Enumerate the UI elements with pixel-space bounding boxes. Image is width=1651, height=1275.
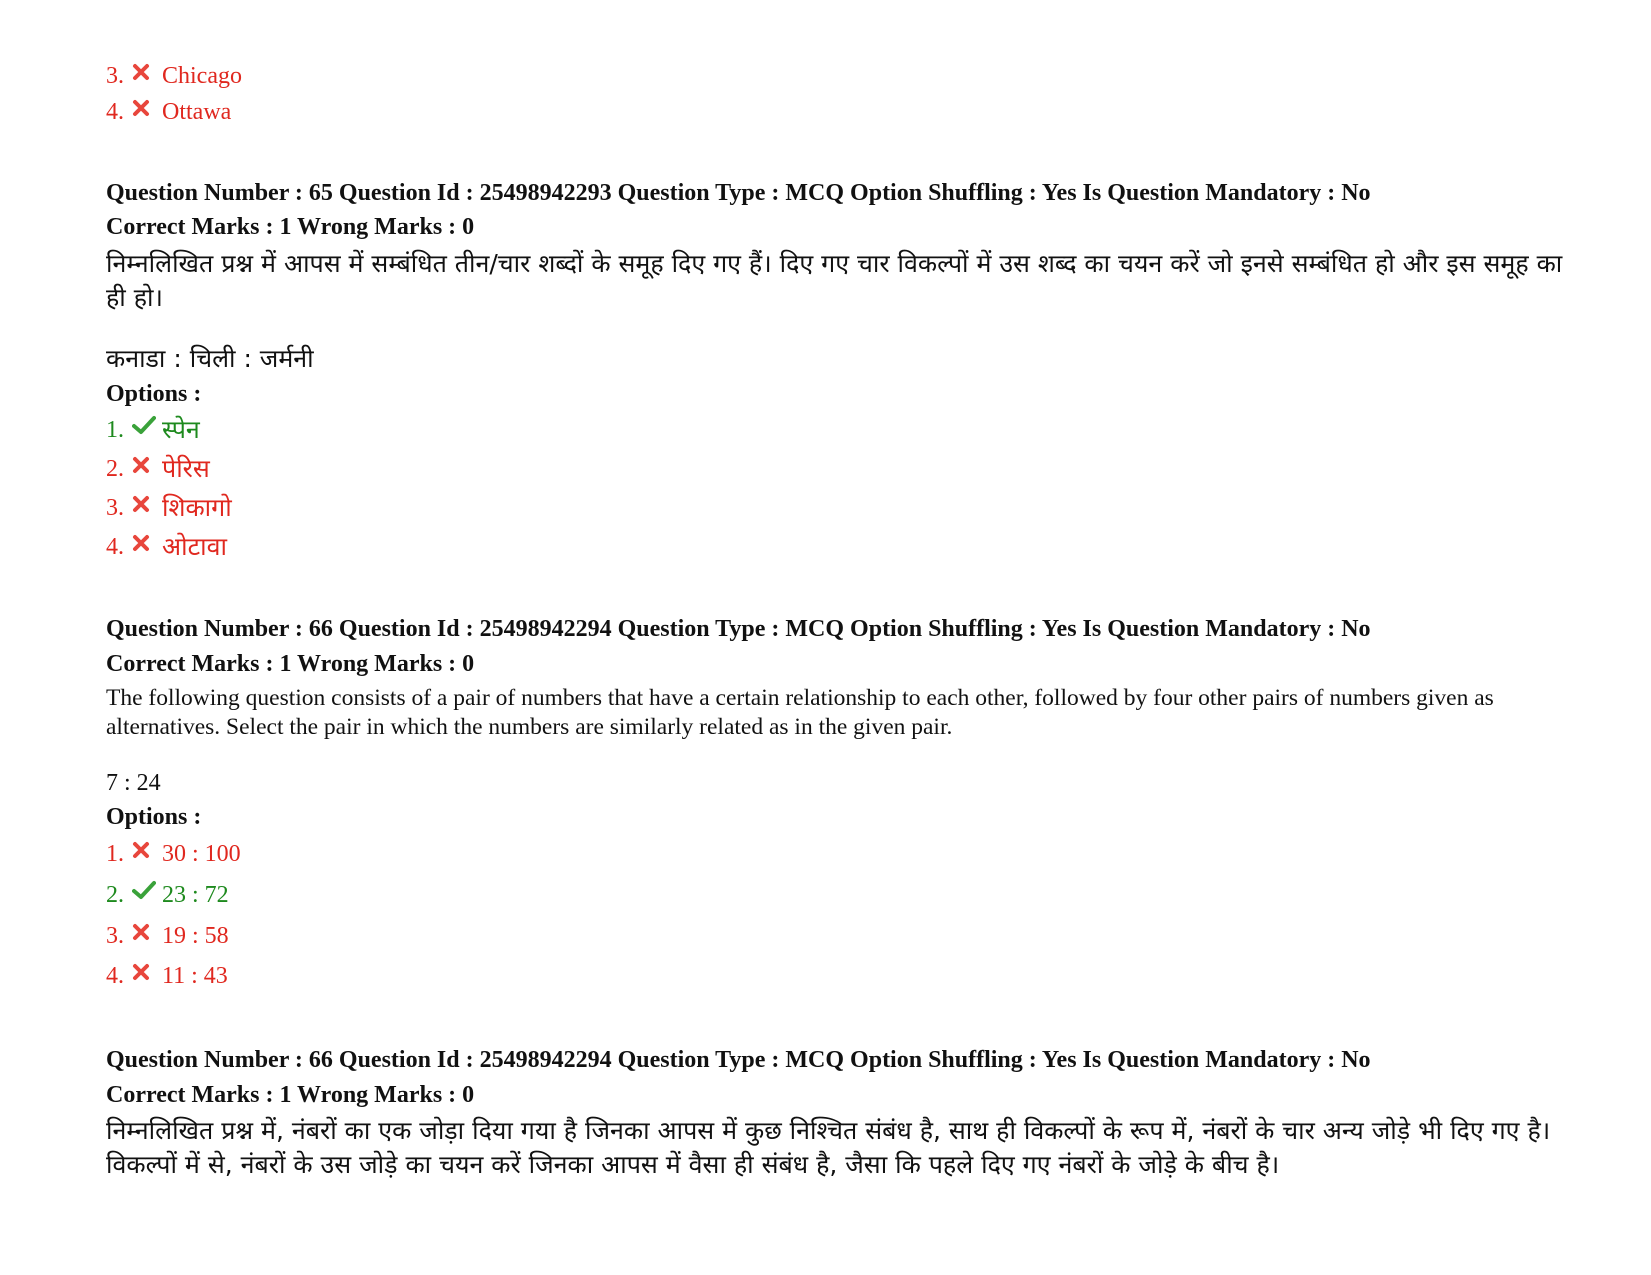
option-row <box>106 838 241 870</box>
options-label: Options : <box>106 804 202 830</box>
option-row <box>106 96 231 128</box>
option-row <box>106 453 210 485</box>
marks-line: Correct Marks : 1 Wrong Marks : 0 <box>106 1082 475 1108</box>
option-row <box>106 879 229 911</box>
option-number: 4. <box>106 963 124 989</box>
marks-line: Correct Marks : 1 Wrong Marks : 0 <box>106 651 475 677</box>
option-text: 19 : 58 <box>162 923 229 949</box>
option-text: पेरिस <box>162 454 210 483</box>
cross-icon <box>132 529 162 553</box>
option-text: Chicago <box>162 63 242 89</box>
question-text: निम्नलिखित प्रश्न में आपस में सम्बंधित तीन/चार शब्दों के समूह दिए गए हैं। दिए गए चार विकल्पों में उस शब्द का चयन करें जो इनसे सम्बंधित हो और इस समूह का ही हो। <box>106 249 1563 312</box>
cross-icon <box>132 58 162 82</box>
option-number: 2. <box>106 456 124 482</box>
check-icon <box>132 412 162 436</box>
cross-icon <box>132 490 162 514</box>
option-row <box>106 920 229 952</box>
options-label: Options : <box>106 381 202 407</box>
option-number: 4. <box>106 99 124 125</box>
option-text: 30 : 100 <box>162 841 241 867</box>
option-row <box>106 60 242 92</box>
option-text: स्पेन <box>162 415 200 444</box>
question-text: निम्नलिखित प्रश्न में, नंबरों का एक जोड़ा दिया गया है जिनका आपस में कुछ निश्चित संबंध है, साथ ही विकल्पों के रूप में, नंबरों के चार अन्य जोड़े भी दिए गए है। विकल्पों में से, नंबरों के उस जोड़े का चयन करें जिनका आपस में वैसा ही संबंध है, जैसा कि पहले दिए गए नंबरों के जोड़े के बीच है। <box>106 1116 1551 1179</box>
question-header: Question Number : 66 Question Id : 25498942294 Question Type : MCQ Option Shuffling : Yes Is Question Mandatory : No <box>106 616 1371 642</box>
option-text: Ottawa <box>162 99 232 125</box>
option-text: 11 : 43 <box>162 963 228 989</box>
option-text: 23 : 72 <box>162 882 229 908</box>
option-number: 3. <box>106 495 124 521</box>
cross-icon <box>132 958 162 982</box>
option-row <box>106 414 200 446</box>
question-header: Question Number : 66 Question Id : 25498942294 Question Type : MCQ Option Shuffling : Yes Is Question Mandatory : No <box>106 1047 1371 1073</box>
option-text: शिकागो <box>162 493 232 522</box>
cross-icon <box>132 94 162 118</box>
question-text: The following question consists of a pair of numbers that have a certain relationship to each other, followed by four other pairs of numbers given as alternatives. Select the pair in which the numbers are similarly related as in the given pair. <box>106 685 1494 740</box>
cross-icon <box>132 918 162 942</box>
option-number: 1. <box>106 841 124 867</box>
option-number: 2. <box>106 882 124 908</box>
option-text: ओटावा <box>162 532 228 561</box>
option-row <box>106 531 227 563</box>
option-number: 3. <box>106 63 124 89</box>
option-number: 1. <box>106 417 124 443</box>
cross-icon <box>132 836 162 860</box>
marks-line: Correct Marks : 1 Wrong Marks : 0 <box>106 214 475 240</box>
cross-icon <box>132 451 162 475</box>
question-header: Question Number : 65 Question Id : 25498942293 Question Type : MCQ Option Shuffling : Yes Is Question Mandatory : No <box>106 180 1371 206</box>
option-row <box>106 492 232 524</box>
question-prompt: 7 : 24 <box>106 770 161 796</box>
option-row <box>106 960 228 992</box>
option-number: 3. <box>106 923 124 949</box>
check-icon <box>132 877 162 901</box>
option-number: 4. <box>106 534 124 560</box>
question-prompt: कनाडा : चिली : जर्मनी <box>106 344 314 373</box>
